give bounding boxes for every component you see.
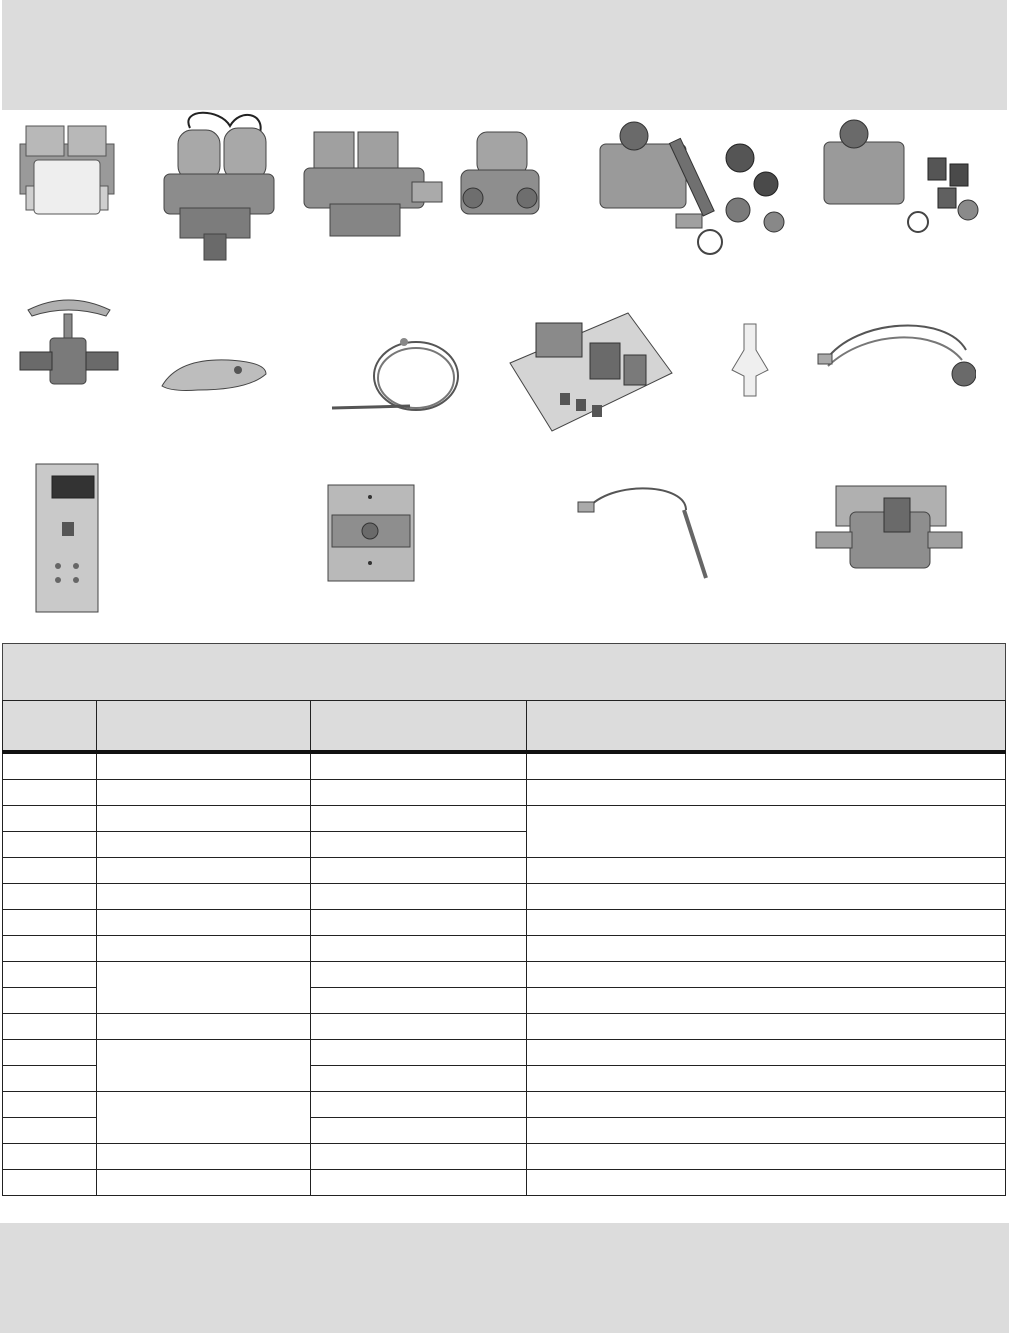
table-row [3, 936, 1006, 962]
table-cell [311, 1066, 527, 1092]
table-cell [311, 962, 527, 988]
table-cell [527, 1170, 1006, 1196]
table-cell [527, 780, 1006, 806]
coiled-probe-photo [330, 334, 464, 420]
table-cell [3, 1092, 97, 1118]
column-header [97, 701, 311, 753]
table-cell [3, 780, 97, 806]
table-cell [3, 962, 97, 988]
table-row [3, 1014, 1006, 1040]
table-cell [3, 1170, 97, 1196]
gas-valve-fittings-kit-photo [818, 118, 988, 246]
table-cell [3, 806, 97, 832]
table-cell [3, 910, 97, 936]
column-header [3, 701, 97, 753]
table-cell [97, 1170, 311, 1196]
transformer-photo [12, 122, 122, 220]
table-cell [527, 910, 1006, 936]
column-header [311, 701, 527, 753]
table-cell [3, 884, 97, 910]
table-cell [3, 832, 97, 858]
table-cell [97, 962, 311, 1014]
table-row [3, 858, 1006, 884]
table-cell [97, 1014, 311, 1040]
small-gas-valve-photo [455, 128, 543, 226]
table-cell [311, 1014, 527, 1040]
table-cell [3, 936, 97, 962]
table-cell [527, 1144, 1006, 1170]
table-row [3, 752, 1006, 780]
table-row [3, 1040, 1006, 1066]
dual-solenoid-gas-valve-photo [150, 108, 280, 263]
table-cell [97, 752, 311, 780]
table-cell [3, 1144, 97, 1170]
gas-valve-conversion-kit-photo [590, 118, 800, 266]
table-cell [3, 1014, 97, 1040]
mounting-bracket-photo [326, 483, 416, 583]
table-cell [527, 806, 1006, 858]
table-cell [3, 988, 97, 1014]
control-board-photo [500, 303, 680, 445]
table-cell [97, 780, 311, 806]
table-cell [527, 988, 1006, 1014]
wire-harness-potentiometer-photo [816, 320, 976, 396]
table-row [3, 1092, 1006, 1118]
top-header-band [2, 0, 1007, 110]
table-row [3, 806, 1006, 832]
table-row [3, 884, 1006, 910]
table-cell [3, 1040, 97, 1066]
table-cell [527, 1092, 1006, 1118]
parts-table [2, 700, 1006, 1196]
table-cell [311, 988, 527, 1014]
table-cell [311, 884, 527, 910]
bracket-gas-valve-photo [814, 484, 964, 578]
standoff-clip-photo [728, 320, 772, 400]
table-cell [311, 832, 527, 858]
parts-table-title-bar [2, 643, 1006, 700]
table-cell [311, 806, 527, 832]
table-row [3, 780, 1006, 806]
table-cell [97, 1040, 311, 1092]
table-cell [97, 858, 311, 884]
twin-solenoid-gas-valve-photo [300, 126, 445, 242]
table-cell [311, 858, 527, 884]
table-cell [97, 884, 311, 910]
table-cell [3, 752, 97, 780]
table-cell [3, 1118, 97, 1144]
table-cell [527, 1066, 1006, 1092]
temperature-probe-photo [576, 484, 716, 584]
table-cell [311, 1092, 527, 1118]
table-cell [527, 1014, 1006, 1040]
digital-control-panel-photo [24, 462, 110, 614]
table-cell [527, 936, 1006, 962]
table-cell [311, 1144, 527, 1170]
table-cell [97, 832, 311, 858]
parts-table-section [2, 643, 1006, 1196]
valve-handle-photo [158, 350, 270, 398]
table-cell [3, 1066, 97, 1092]
table-cell [527, 858, 1006, 884]
table-header-row [3, 701, 1006, 753]
table-cell [97, 806, 311, 832]
table-cell [311, 1040, 527, 1066]
table-row [3, 1170, 1006, 1196]
t-handle-shutoff-valve-photo [18, 290, 120, 400]
table-cell [527, 1040, 1006, 1066]
table-cell [97, 936, 311, 962]
table-cell [527, 1118, 1006, 1144]
table-row [3, 910, 1006, 936]
table-cell [527, 752, 1006, 780]
table-cell [311, 936, 527, 962]
table-row [3, 962, 1006, 988]
table-cell [311, 910, 527, 936]
table-cell [527, 884, 1006, 910]
table-cell [97, 1144, 311, 1170]
column-header [527, 701, 1006, 753]
table-cell [97, 910, 311, 936]
table-cell [311, 780, 527, 806]
table-cell [311, 1118, 527, 1144]
table-cell [311, 752, 527, 780]
table-cell [311, 1170, 527, 1196]
table-cell [97, 1092, 311, 1144]
table-cell [527, 962, 1006, 988]
table-row [3, 1144, 1006, 1170]
table-cell [3, 858, 97, 884]
bottom-footer-band [0, 1223, 1009, 1333]
